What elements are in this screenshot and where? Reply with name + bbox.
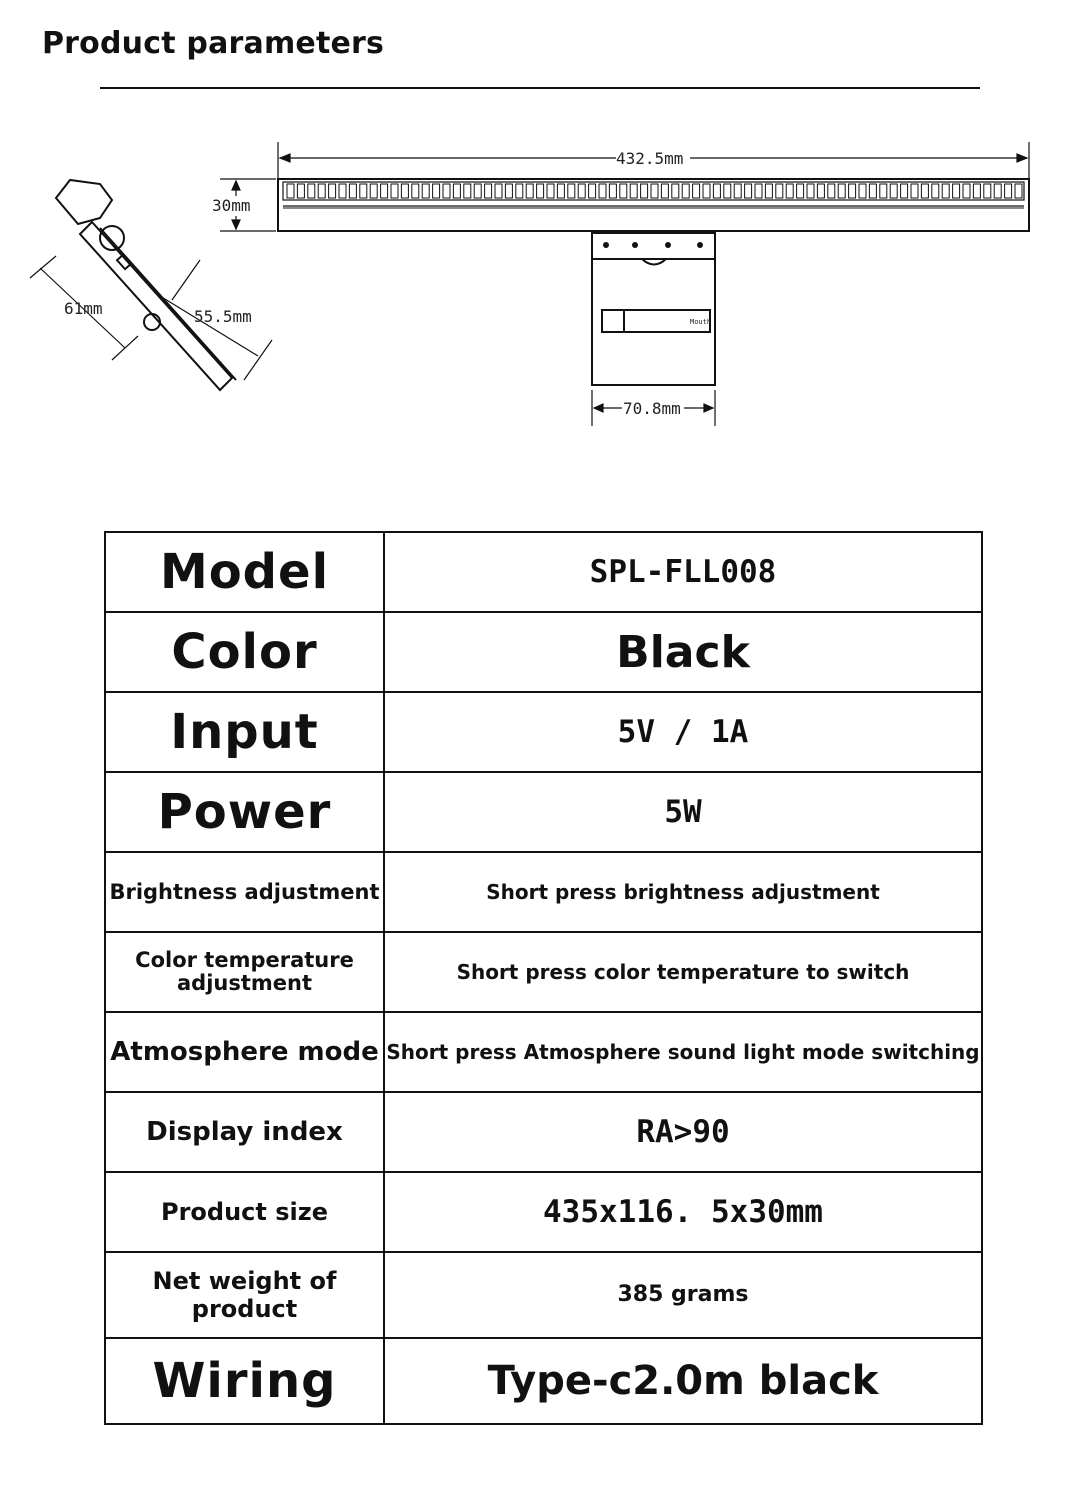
- color-temperature-value: Short press color temperature to switch: [384, 932, 982, 1012]
- led-segment: [422, 184, 429, 198]
- led-segment: [932, 184, 939, 198]
- brightness-label: Brightness adjustment: [105, 852, 384, 932]
- led-segment: [349, 184, 356, 198]
- table-row: [105, 772, 982, 852]
- base-width-dimension: 70.8mm: [623, 399, 681, 418]
- led-segment: [921, 184, 928, 198]
- led-segment: [630, 184, 637, 198]
- led-segment: [474, 184, 481, 198]
- led-segment: [942, 184, 949, 198]
- led-segment: [370, 184, 377, 198]
- led-segment: [963, 184, 970, 198]
- table-row: [105, 1172, 982, 1252]
- atmosphere-mode-value: Short press Atmosphere sound light mode switching: [384, 1012, 982, 1092]
- led-segment: [308, 184, 315, 198]
- led-segment: [693, 184, 700, 198]
- led-segment: [994, 184, 1001, 198]
- table-row: [105, 1338, 982, 1424]
- led-segment: [599, 184, 606, 198]
- led-segment: [568, 184, 575, 198]
- side-depth-dimension: 61mm: [64, 299, 103, 318]
- led-segment: [953, 184, 960, 198]
- led-segment: [578, 184, 585, 198]
- led-segment: [485, 184, 492, 198]
- led-segment: [516, 184, 523, 198]
- table-row: [105, 932, 982, 1012]
- led-segment: [464, 184, 471, 198]
- page-title: Product parameters: [42, 26, 385, 61]
- table-row: [105, 1012, 982, 1092]
- led-segment: [453, 184, 460, 198]
- led-segment: [661, 184, 668, 198]
- led-segment: [318, 184, 325, 198]
- model-value: SPL-FLL008: [384, 532, 982, 612]
- led-segment: [973, 184, 980, 198]
- led-segment: [869, 184, 876, 198]
- led-segment: [682, 184, 689, 198]
- led-segment: [620, 184, 627, 198]
- led-segment: [537, 184, 544, 198]
- led-segment: [776, 184, 783, 198]
- led-segment: [589, 184, 596, 198]
- led-segment: [734, 184, 741, 198]
- color-value: Black: [384, 612, 982, 692]
- led-segment: [838, 184, 845, 198]
- led-segment: [713, 184, 720, 198]
- table-row: [105, 1252, 982, 1338]
- product-size-value: 435x116. 5x30mm: [384, 1172, 982, 1252]
- wiring-value: Type-c2.0m black: [384, 1338, 982, 1424]
- net-weight-label: Net weight of product: [105, 1252, 384, 1338]
- led-segment: [724, 184, 731, 198]
- led-segment: [433, 184, 440, 198]
- led-segment: [911, 184, 918, 198]
- mount-drawing: [592, 233, 715, 385]
- led-segment: [609, 184, 616, 198]
- product-dimension-diagram: [0, 100, 1080, 440]
- led-segment: [745, 184, 752, 198]
- length-dimension: 432.5mm: [616, 149, 684, 168]
- input-label: Input: [105, 692, 384, 772]
- color-label: Color: [105, 612, 384, 692]
- led-segment: [859, 184, 866, 198]
- led-segment: [797, 184, 804, 198]
- led-segment: [984, 184, 991, 198]
- table-row: [105, 612, 982, 692]
- led-segment: [828, 184, 835, 198]
- led-segment: [339, 184, 346, 198]
- title-divider: [100, 87, 980, 89]
- clip-dimension: 55.5mm: [194, 307, 252, 326]
- led-segment: [297, 184, 304, 198]
- led-segment: [755, 184, 762, 198]
- led-segment: [890, 184, 897, 198]
- led-segment: [849, 184, 856, 198]
- brightness-value: Short press brightness adjustment: [384, 852, 982, 932]
- led-segment: [526, 184, 533, 198]
- wiring-label: Wiring: [105, 1338, 384, 1424]
- led-segment: [505, 184, 512, 198]
- led-segment: [1015, 184, 1022, 198]
- led-segment: [495, 184, 502, 198]
- table-row: [105, 852, 982, 932]
- product-size-label: Product size: [105, 1172, 384, 1252]
- led-segment: [817, 184, 824, 198]
- led-segment-row: [287, 184, 1022, 198]
- color-temperature-label: Color temperature adjustment: [105, 932, 384, 1012]
- input-value: 5V / 1A: [384, 692, 982, 772]
- model-label: Model: [105, 532, 384, 612]
- display-index-label: Display index: [105, 1092, 384, 1172]
- led-segment: [443, 184, 450, 198]
- led-segment: [557, 184, 564, 198]
- height-dimension: 30mm: [212, 196, 251, 215]
- led-segment: [672, 184, 679, 198]
- led-segment: [703, 184, 710, 198]
- led-segment: [901, 184, 908, 198]
- table-row: [105, 692, 982, 772]
- led-segment: [381, 184, 388, 198]
- table-row: [105, 532, 982, 612]
- power-value: 5W: [384, 772, 982, 852]
- led-segment: [651, 184, 658, 198]
- led-segment: [880, 184, 887, 198]
- table-row: [105, 1092, 982, 1172]
- led-segment: [807, 184, 814, 198]
- led-segment: [412, 184, 419, 198]
- led-segment: [765, 184, 772, 198]
- atmosphere-mode-label: Atmosphere mode: [105, 1012, 384, 1092]
- led-segment: [786, 184, 793, 198]
- display-index-value: RA>90: [384, 1092, 982, 1172]
- led-segment: [547, 184, 554, 198]
- led-segment: [641, 184, 648, 198]
- led-segment: [287, 184, 294, 198]
- power-label: Power: [105, 772, 384, 852]
- led-segment: [1005, 184, 1012, 198]
- led-segment: [391, 184, 398, 198]
- parameters-table: [104, 531, 983, 1425]
- led-segment: [329, 184, 336, 198]
- side-view-drawing: [56, 180, 236, 390]
- net-weight-value: 385 grams: [384, 1252, 982, 1338]
- led-segment: [401, 184, 408, 198]
- clip-brand-text: Mouth: [690, 318, 712, 326]
- led-segment: [360, 184, 367, 198]
